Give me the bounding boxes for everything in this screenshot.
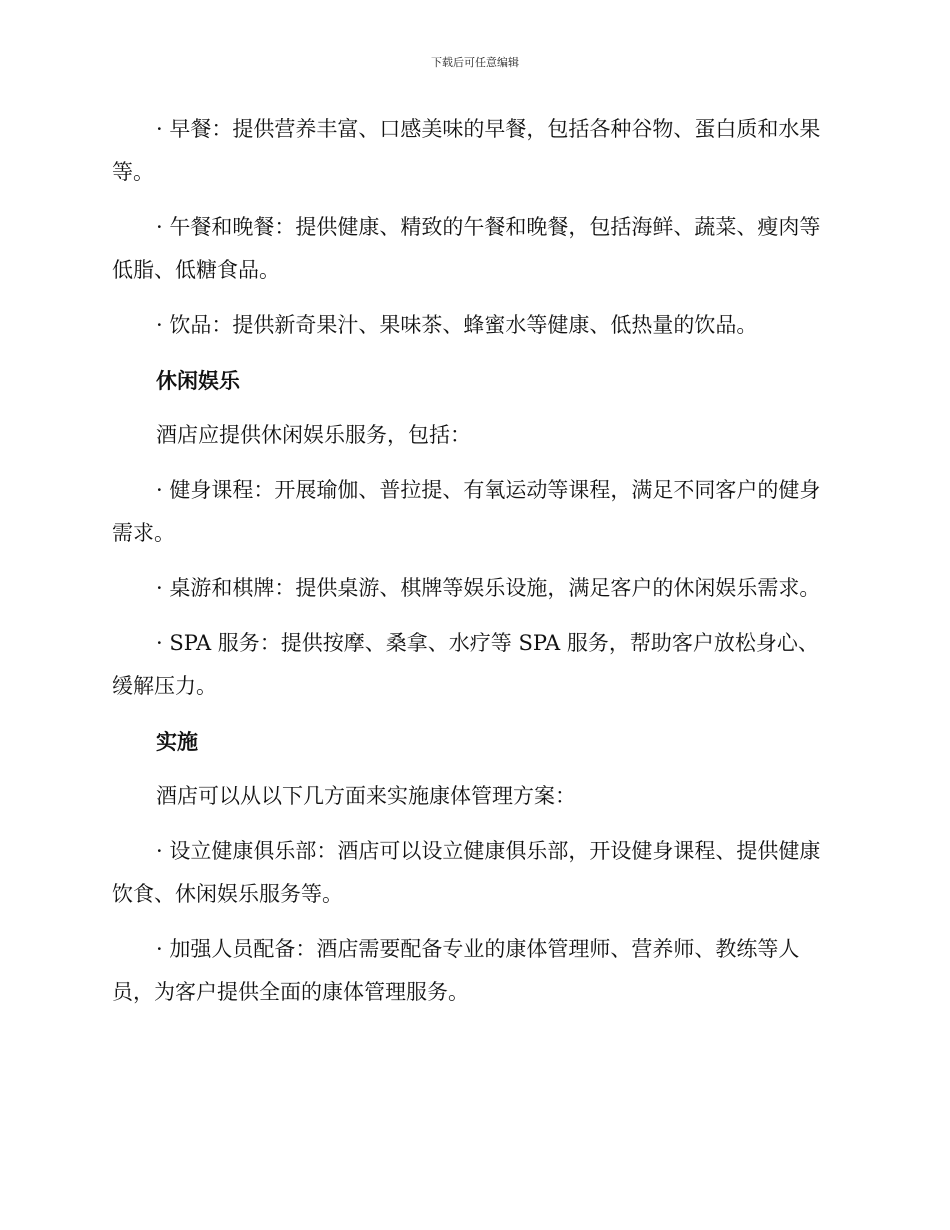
drinks-item: · 饮品：提供新奇果汁、果味茶、蜂蜜水等健康、低热量的饮品。 — [156, 313, 758, 337]
health-club-item: · 设立健康俱乐部：酒店可以设立健康俱乐部，开设健身课程、提供健康饮食、休闲娱乐服务等。 — [112, 839, 821, 906]
board-games-item: · 桌游和棋牌：提供桌游、棋牌等娱乐设施，满足客户的休闲娱乐需求。 — [156, 576, 821, 600]
leisure-intro: 酒店应提供休闲娱乐服务，包括： — [156, 423, 471, 447]
breakfast-item: · 早餐：提供营养丰富、口感美味的早餐，包括各种谷物、蛋白质和水果等。 — [112, 117, 821, 184]
fitness-classes-item: · 健身课程：开展瑜伽、普拉提、有氧运动等课程，满足不同客户的健身需求。 — [112, 478, 821, 545]
page-header: 下载后可任意编辑 — [431, 56, 519, 69]
document-body — [112, 108, 824, 1026]
spa-item: · SPA 服务：提供按摩、桑拿、水疗等 SPA 服务，帮助客户放松身心、缓解压力。 — [112, 631, 819, 698]
implementation-heading: 实施 — [156, 729, 198, 754]
staffing-item: · 加强人员配备：酒店需要配备专业的康体管理师、营养师、教练等人员，为客户提供全面的康体管理服务。 — [112, 937, 800, 1004]
leisure-heading: 休闲娱乐 — [156, 368, 240, 393]
lunch-dinner-item: · 午餐和晚餐：提供健康、精致的午餐和晚餐，包括海鲜、蔬菜、瘦肉等低脂、低糖食品。 — [112, 215, 821, 282]
implementation-intro: 酒店可以从以下几方面来实施康体管理方案： — [156, 784, 576, 808]
